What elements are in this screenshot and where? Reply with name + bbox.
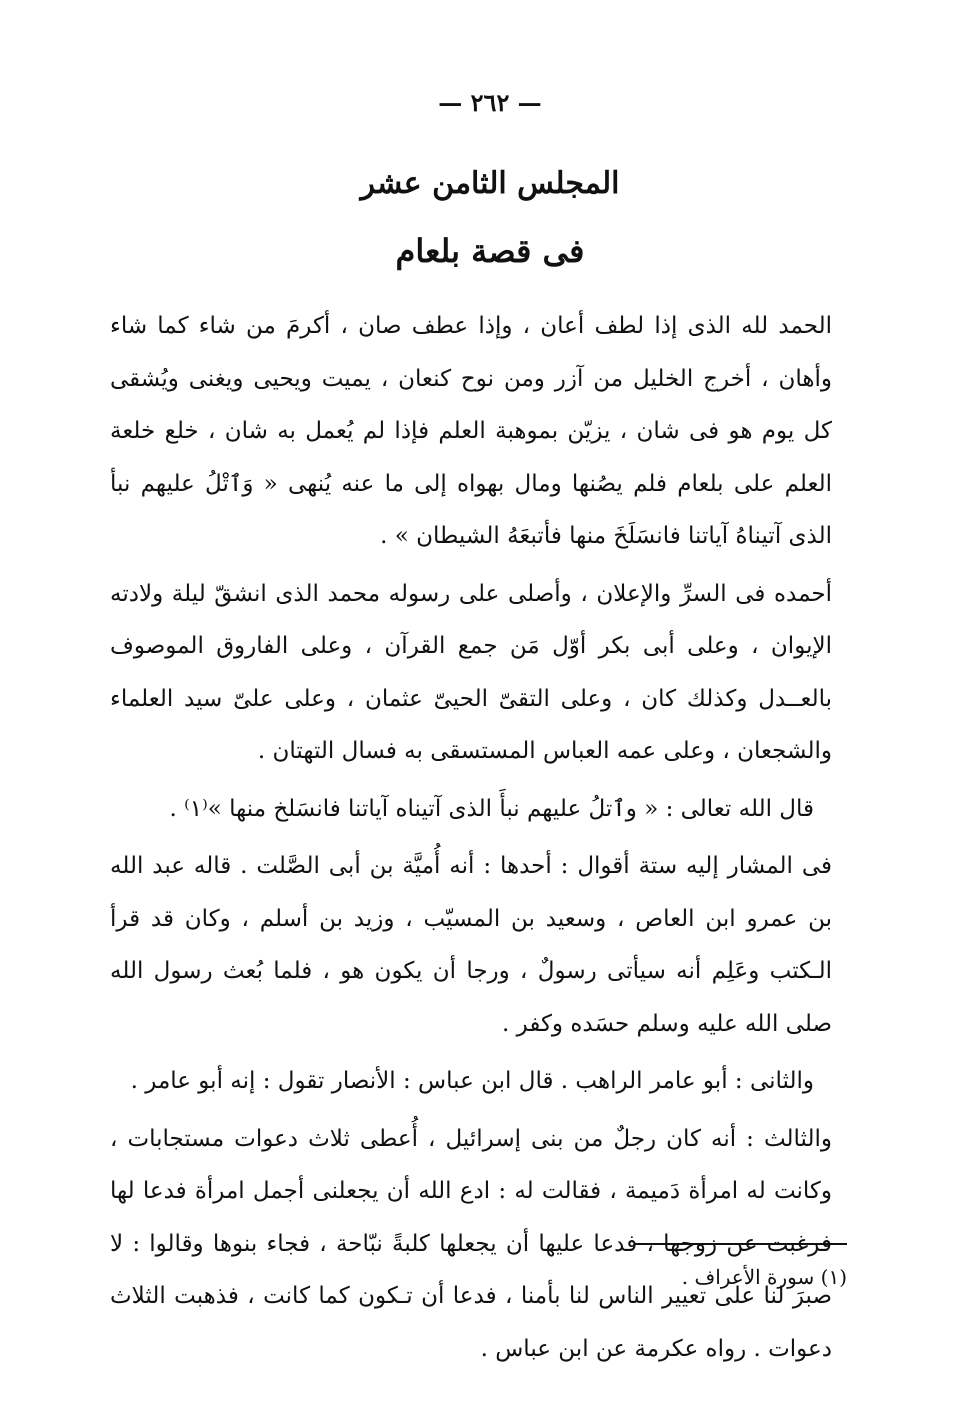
footnote: (١) سورة الأعراف . <box>681 1265 847 1289</box>
paragraph: والثانى : أبو عامر الراهب . قال ابن عباس : الأنصار تقول : إنه أبو عامر . <box>130 1068 814 1094</box>
paragraph: أحمده فى السرِّ والإعلان ، وأصلى على رسوله محمد الذى انشقّ ليلة ولادته الإيوان ، وعلى أبى بكر أوّل مَن جمع القرآن ، وعلى الفاروق الموصوف بالعــدل وكذلك كان ، وعلى التقىّ الحيىّ عثمان ، وعلى علىّ سيد العلماء والشجعان ، وعلى عمه العباس المستسقى به فسال التهتان . <box>110 580 832 764</box>
paragraph: فى المشار إليه ستة أقوال : أحدها : أنه أُميَّة بن أبى الصَّلت . قاله عبد الله بن عمرو ابن العاص ، وسعيد بن المسيّب ، وزيد بن أسلم ، وكان قد قرأ الـكتب وعَلِم أنه سيأتى رسولٌ ، ورجا أن يكون هو ، فلما بُعث رسول الله صلى الله عليه وسلم حسَده وكفر . <box>110 853 832 1037</box>
chapter-subtitle: فى قصة بلعام <box>395 232 585 270</box>
paragraph: قال الله تعالى : « وٱتلُ عليهم نبأَ الذى آتيناه آياتنا فانسَلخ منها »⁽١⁾ . <box>169 795 814 822</box>
footnote-divider <box>634 1243 847 1245</box>
paragraph: الحمد لله الذى إذا لطف أعان ، وإذا عطف صان ، أكرمَ من شاء كما شاء وأهان ، أخرج الخليل من آزر ومن نوح كنعان ، يميت ويحيى ويغنى ويُشقى كل يوم هو فى شان ، يزيّن بموهبة العلم فإذا لم يُعمل به شان ، خلع خلعة العلم على بلعام فلم يصُنها ومال بهواه إلى ما عنه يُنهى « وَٱتْلُ عليهم نبأ الذى آتيناهُ آياتنا فانسَلَخَ منها فأتبعَهُ الشيطان » . <box>110 313 832 549</box>
page-number: — ٢٦٢ — <box>438 88 542 117</box>
paragraph: والثالث : أنه كان رجلٌ من بنى إسرائيل ، أُعطى ثلاث دعوات مستجابات ، وكانت له امرأة دَميمة ، فقالت له : ادع الله أن يجعلنى أجمل امرأة فدعا لها فرغبت عن زوجها ، فدعا عليها أن يجعلها كلبةً نبّاحة ، فجاء بنوها وقالوا : لا صبرَ لنا على تعيير الناس لنا بأمنا ، فدعا أن تـكون كما كانت ، فذهبت الثلاث دعوات . رواه عكرمة عن ابن عباس . <box>110 1125 832 1362</box>
chapter-title: المجلس الثامن عشر <box>360 166 620 201</box>
body-text <box>110 300 832 1380</box>
